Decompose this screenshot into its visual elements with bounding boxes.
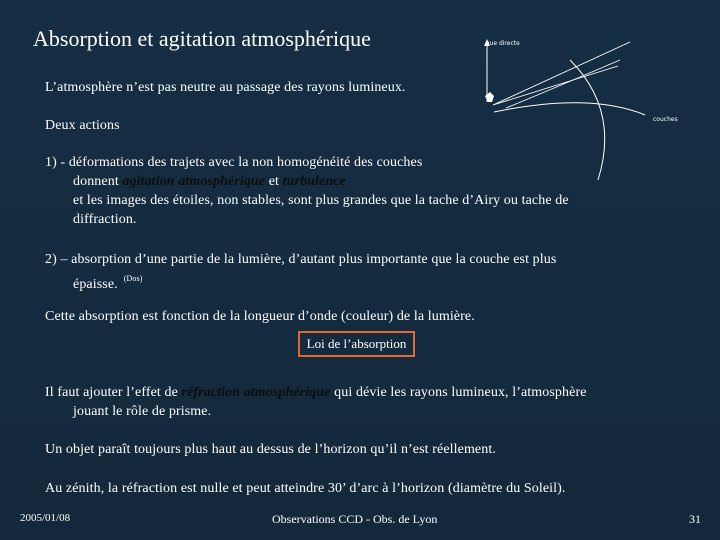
earth-curve [506,60,620,108]
outer-curve [570,60,605,180]
item2 [45,250,556,294]
footer-date: 2005/01/08 [20,512,71,524]
item2-line2-text: épaisse. [73,277,118,292]
item1-line2-mid: et [265,174,283,189]
direct-ray [493,42,630,105]
refraction-pre: Il faut ajouter l’effet de [45,385,182,400]
slide-title: Absorption et agitation atmosphérique [33,26,371,51]
absorption-note: Cette absorption est fonction de la longueur d’onde (couleur) de la lumière. [45,309,475,324]
zenith-note: Au zénith, la réfraction est nulle et peut atteindre 30’ d’arc à l’horizon (diamètre du Soleil). [45,481,566,496]
refraction-line1 [45,383,587,402]
agitation-term: agitation atmosphérique [122,174,266,189]
refraction-post: qui dévie les rayons lumineux, l’atmosphère [330,385,587,400]
dos-tag: (Dos) [123,274,143,283]
diagram-label-right: couches [653,116,678,123]
item1-line4: diffraction. [73,212,137,227]
refraction-paragraph [45,383,587,421]
item2-line2 [45,269,556,294]
refraction-line2: jouant le rôle de prisme. [73,404,212,419]
layer-curve [494,103,645,115]
footer-center: Observations CCD - Obs. de Lyon [272,512,438,526]
apparent-ray [493,66,618,105]
page-number: 31 [689,512,701,526]
observer-icon [485,92,494,102]
item1-line2 [45,172,569,191]
item1-line1: 1) - déformations des trajets avec la non homogénéité des couches [45,155,423,170]
deux-actions-heading: Deux actions [45,118,120,133]
refraction-term: réfraction atmosphérique [181,385,331,400]
horizon-note: Un objet paraît toujours plus haut au dessus de l’horizon qu’il n’est réellement. [45,442,496,457]
intro-text: L’atmosphère n’est pas neutre au passage des rayons lumineux. [45,80,406,95]
diagram-label-top: vue directe [486,40,520,47]
turbulence-term: turbulence [282,174,346,189]
item1-line3: et les images des étoiles, non stables, sont plus grandes que la tache d’Airy ou tache de [73,193,569,208]
item1-line2-pre: donnent [73,174,123,189]
item1 [45,153,569,229]
item2-line1: 2) – absorption d’une partie de la lumière, d’autant plus importante que la couche est plus [45,252,557,267]
law-of-absorption-button[interactable]: Loi de l’absorption [298,331,415,357]
